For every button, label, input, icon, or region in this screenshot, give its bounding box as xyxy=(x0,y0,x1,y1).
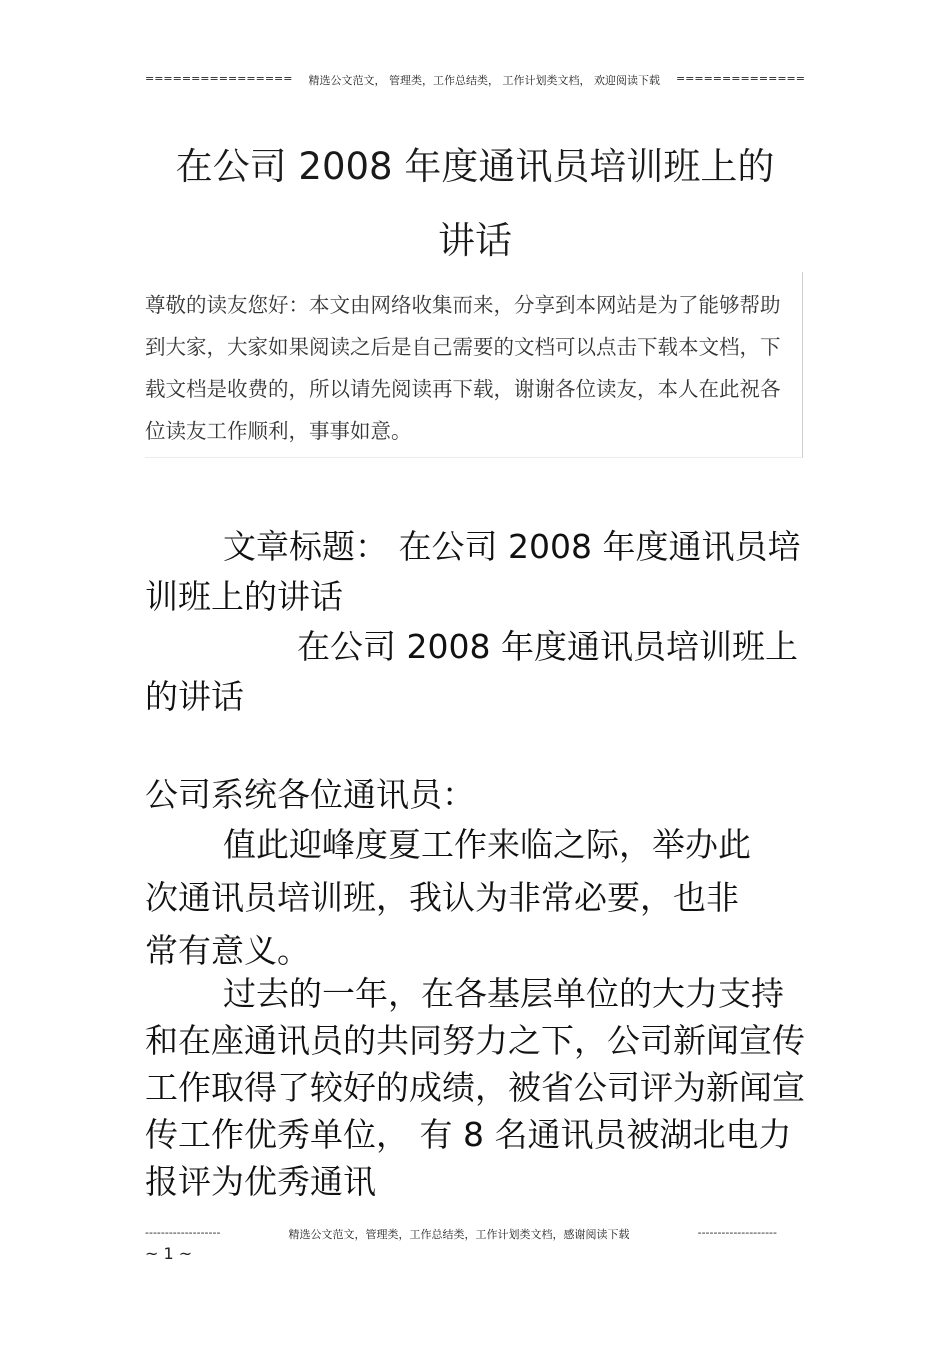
header-text: 精选公文范文， 管理类，工作总结类， 工作计划类文档， 欢迎阅读下载 xyxy=(308,74,660,87)
footer-text: 精选公文范文，管理类，工作总结类，工作计划类文档，感谢阅读下载 xyxy=(288,1228,630,1241)
document-title-line1: 在公司 2008 年度通讯员培训班上的 xyxy=(175,145,775,188)
footer-right-rule: -------------------- xyxy=(697,1226,777,1239)
article-title-label: 文章标题： 在公司 2008 年度通讯员培训班上的讲话 xyxy=(145,527,801,616)
header-left-rule: ================ xyxy=(145,72,293,85)
reader-notice-text: 尊敬的读友您好：本文由网络收集而来，分享到本网站是为了能够帮助到大家，大家如果阅读之后是自己需要的文档可以点击下载本文档，下载文档是收费的，所以请先阅读再下载，谢谢各位读友，本人在此祝各位读友工作顺利，事事如意。 xyxy=(145,293,781,443)
reader-notice-box xyxy=(145,272,803,458)
body-paragraph-1: 值此迎峰度夏工作来临之际，举办此次通讯员培训班，我认为非常必要，也非常有意义。 xyxy=(145,825,751,970)
salutation: 公司系统各位通讯员： xyxy=(145,775,475,814)
body-paragraph-2: 过去的一年，在各基层单位的大力支持和在座通讯员的共同努力之下，公司新闻宣传工作取得了较好的成绩，被省公司评为新闻宣传工作优秀单位， 有 8 名通讯员被湖北电力报评为优秀通讯 xyxy=(145,974,805,1201)
footer-left-rule: ------------------- xyxy=(145,1226,221,1239)
page-header xyxy=(145,72,805,88)
header-right-rule: ============== xyxy=(675,72,805,85)
page-footer xyxy=(145,1226,777,1242)
speech-subtitle: 在公司 2008 年度通讯员培训班上的讲话 xyxy=(145,627,798,716)
page-number: ~ 1 ~ xyxy=(145,1244,193,1263)
document-title-line2: 讲话 xyxy=(438,219,512,262)
